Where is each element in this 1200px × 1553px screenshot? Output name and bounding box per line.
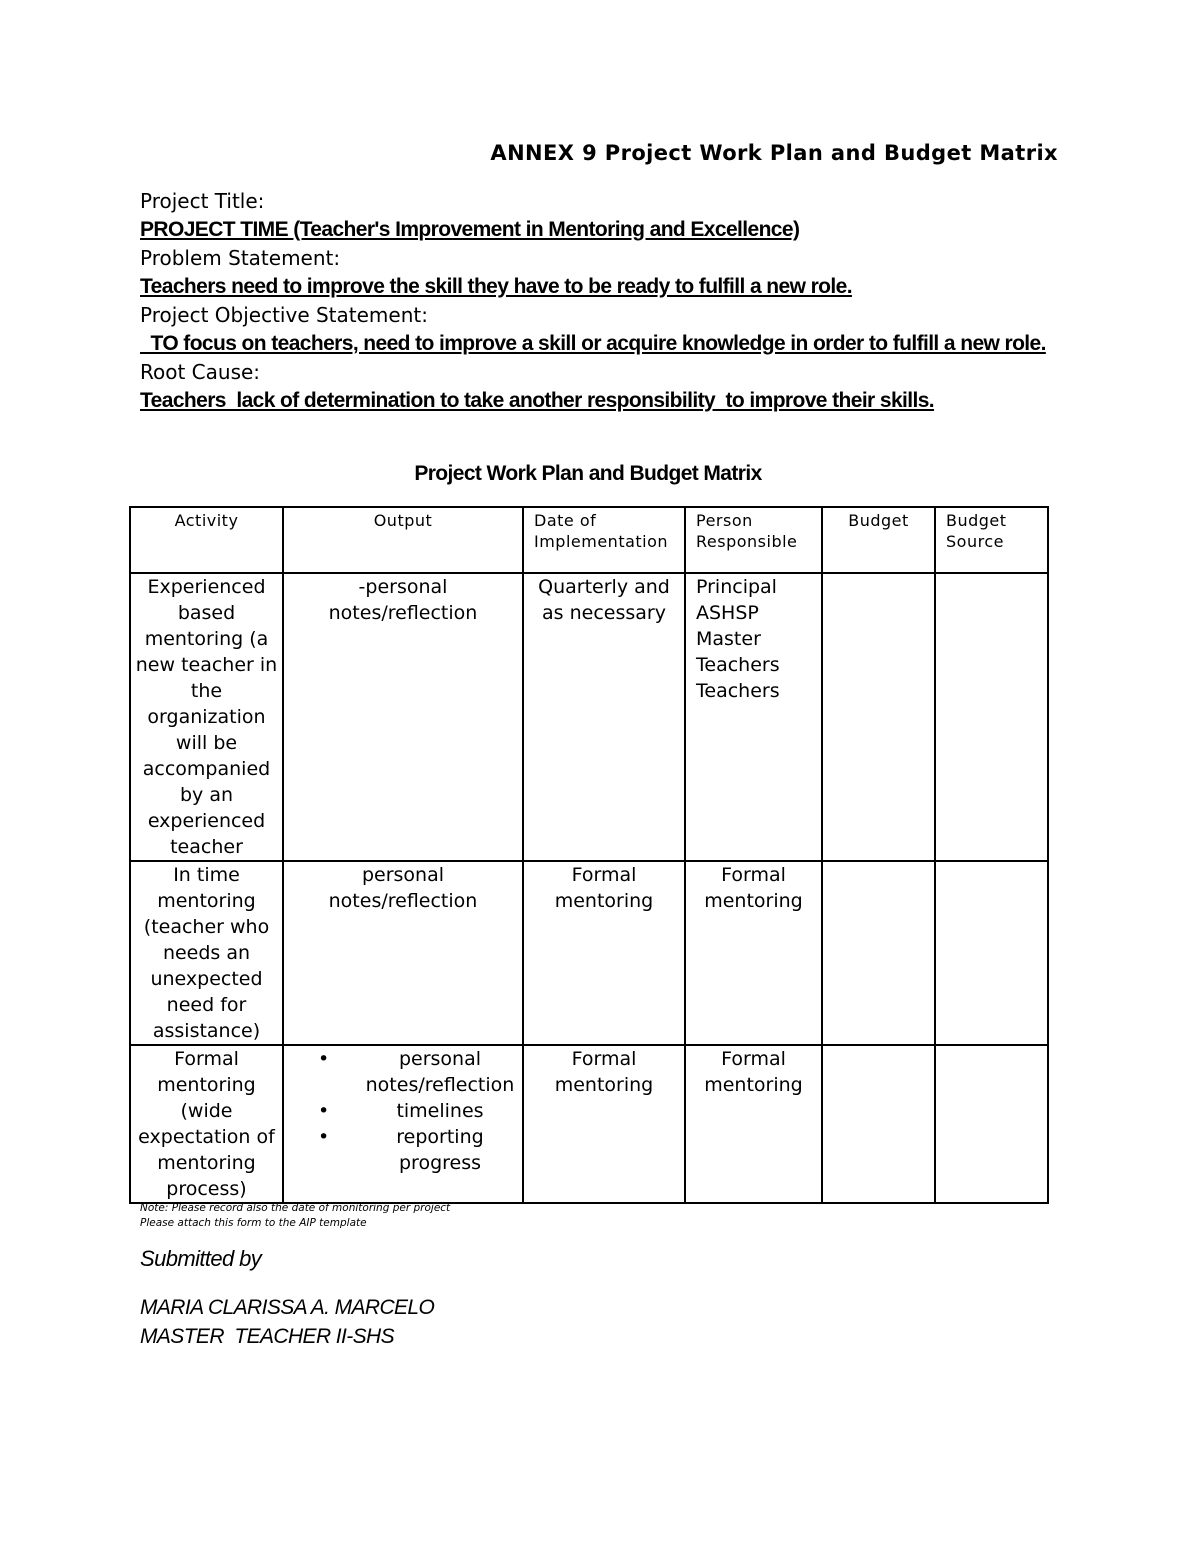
table-row (130, 1045, 1048, 1203)
bullet-icon: • (318, 1048, 330, 1070)
date-cell: Formal mentoring (523, 861, 685, 1045)
table-header-row (130, 507, 1048, 573)
header-output: Output (283, 507, 523, 573)
table-row (130, 861, 1048, 1045)
budget-cell (822, 573, 935, 861)
signatory-title: MASTER TEACHER II-SHS (140, 1325, 394, 1348)
header-budget-source: Budget Source (935, 507, 1048, 573)
header-person: Person Responsible (685, 507, 822, 573)
note-line: Note: Please record also the date of monitoring per project (140, 1202, 451, 1214)
list-item: • reporting progress (318, 1126, 484, 1174)
header-activity: Activity (130, 507, 283, 573)
budget-source-cell (935, 1045, 1048, 1203)
problem-statement-label: Problem Statement: (140, 246, 341, 270)
budget-cell (822, 1045, 935, 1203)
root-cause-label: Root Cause: (140, 360, 261, 384)
output-cell (283, 1045, 523, 1203)
list-item: • personal notes/reflection (318, 1048, 515, 1096)
bullet-icon: • (318, 1100, 330, 1122)
table-row (130, 573, 1048, 861)
list-item: • timelines (318, 1100, 484, 1122)
note-line: Please attach this form to the AIP template (140, 1217, 367, 1229)
objective-label: Project Objective Statement: (140, 303, 428, 327)
date-cell: Formal mentoring (523, 1045, 685, 1203)
output-list (284, 1046, 522, 1176)
activity-cell: In time mentoring (teacher who needs an unexpected need for assistance) (130, 861, 283, 1045)
budget-source-cell (935, 861, 1048, 1045)
person-name: Formal mentoring (704, 864, 803, 912)
activity-cell: Experienced based mentoring (a new teacher in the organization will be accompanied by an experienced teacher (130, 573, 283, 861)
activity-cell: Formal mentoring (wide expectation of mentoring process) (130, 1045, 283, 1203)
annex-title: ANNEX 9 Project Work Plan and Budget Matrix (490, 141, 1058, 165)
person-name: ASHSP (696, 602, 759, 624)
work-plan-table (129, 506, 1049, 1204)
signatory-name: MARIA CLARISSA A. MARCELO (140, 1296, 435, 1319)
header-budget: Budget (822, 507, 935, 573)
person-name: Teachers (696, 680, 780, 702)
person-cell (685, 573, 822, 861)
signature-block (140, 1293, 434, 1351)
problem-statement: Teachers need to improve the skill they have to be ready to fulfill a new role. (140, 274, 852, 298)
output-cell: personal notes/reflection (283, 861, 523, 1045)
objective-statement: TO focus on teachers, need to improve a skill or acquire knowledge in order to fulfill a new role. (140, 331, 1046, 355)
header-date: Date of Implementation (523, 507, 685, 573)
project-title-label: Project Title: (140, 189, 265, 213)
person-name: Formal mentoring (704, 1048, 803, 1096)
project-title: PROJECT TIME (Teacher's Improvement in Mentoring and Excellence) (140, 217, 800, 241)
person-cell (685, 861, 822, 1045)
person-name: Master Teachers (696, 628, 780, 676)
project-header (140, 187, 1060, 415)
output-cell: -personal notes/reflection (283, 573, 523, 861)
root-cause: Teachers lack of determination to take another responsibility to improve their skills. (140, 388, 935, 412)
budget-cell (822, 861, 935, 1045)
budget-source-cell (935, 573, 1048, 861)
date-cell: Quarterly and as necessary (523, 573, 685, 861)
person-cell (685, 1045, 822, 1203)
person-name: Principal (696, 576, 777, 598)
bullet-icon: • (318, 1126, 330, 1148)
matrix-title: Project Work Plan and Budget Matrix (414, 462, 762, 485)
submitted-by-label: Submitted by (140, 1246, 262, 1271)
table-notes (140, 1201, 450, 1231)
